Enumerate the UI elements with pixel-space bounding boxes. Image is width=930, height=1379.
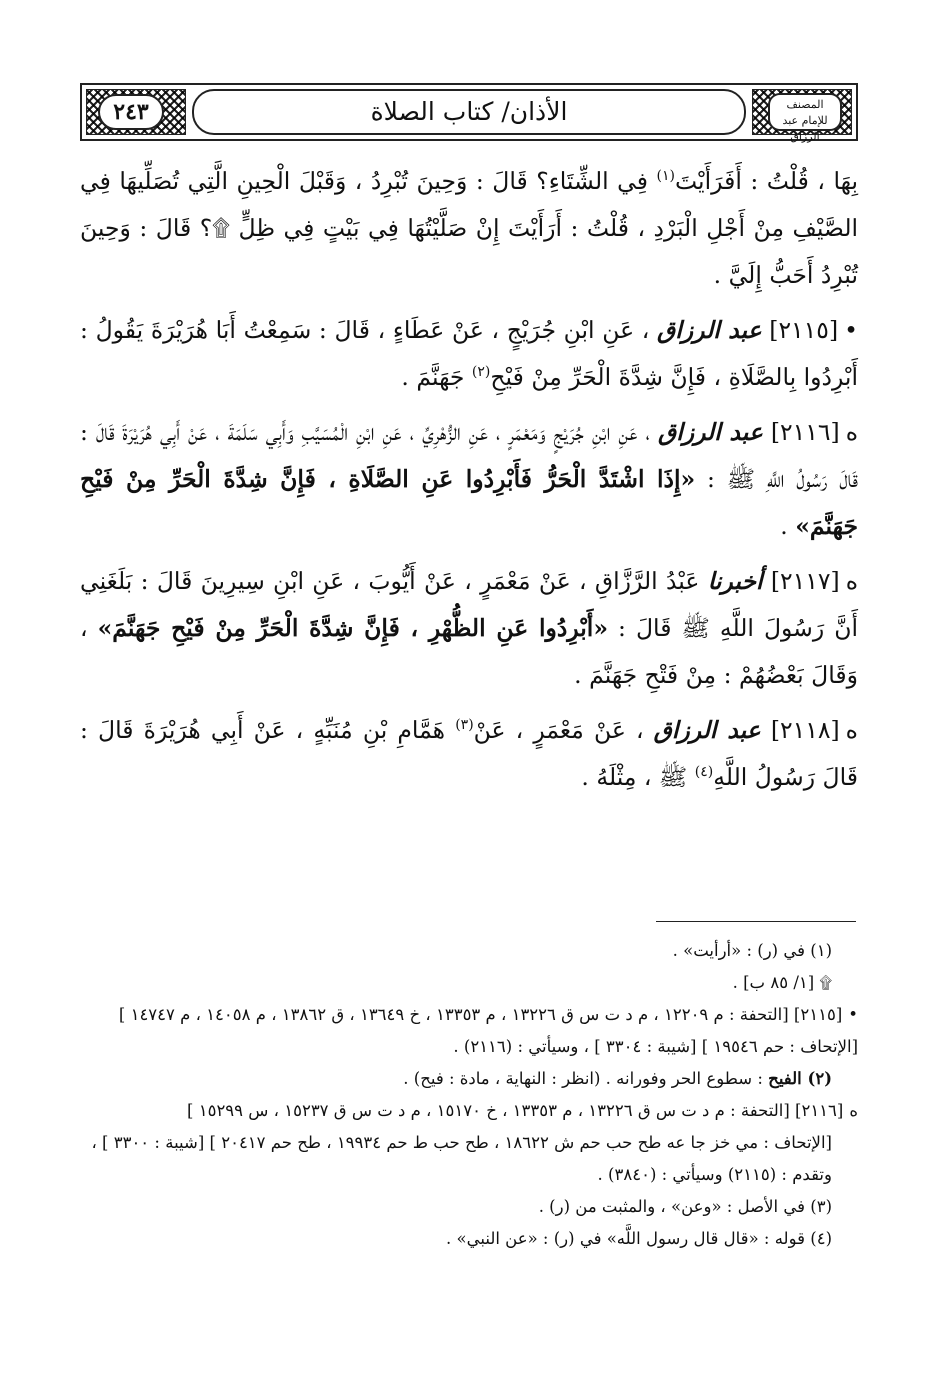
text-run: ؟ قَالَ : وَحِينَ تُبْرِدُ أَحَبُّ إِلَيَّ .: [80, 214, 858, 289]
hadith-number: [٢١١٨]: [770, 716, 840, 744]
narrator-abbrev: عبد الرزاق: [653, 716, 761, 744]
circle-marker: ه: [849, 1101, 858, 1120]
text-run: ﷺ ، مِثْلَهُ .: [581, 763, 695, 791]
footnote-3: (٣) في الأصل : «وعن» ، والمثبت من (ر) .: [538, 1197, 832, 1216]
text-run: .: [780, 512, 796, 540]
footnote-separator: [656, 921, 856, 922]
running-title-text: الأذان/ كتاب الصلاة: [370, 97, 568, 126]
prophetic-quote: «إِذَا اشْتَدَّ الْحَرُّ فَأَبْرِدُوا عَنِ الصَّلَاةِ ، فَإِنَّ شِدَّةَ الْحَرِّ مِنْ فَيْحِ جَهَنَّمَ»: [80, 465, 858, 540]
takhrij-text: [٢١١٦] [التحفة : م د ت س ق ١٣٢٢٦ ، م ١٣٣٥٣ ، خ ١٥١٧٠ ، م د ت س ق ١٥٢٣٧ ، س ١٥٢٩٩ ]: [187, 1101, 844, 1120]
text-run: جَهَنَّمَ .: [401, 363, 472, 391]
footnote-term: (٢) الفيح: [768, 1069, 832, 1088]
footnote-ref: (٤): [694, 764, 714, 781]
prophetic-quote: «أَبْرِدُوا عَنِ الظُّهْرِ ، فَإِنَّ شِدَّةَ الْحَرِّ مِنْ فَيْحِ جَهَنَّمَ»: [97, 614, 609, 642]
takhrij-text: [٢١١٥] [التحفة : م ١٢٢٠٩ ، م د ت س ق ١٣٢٢٦ ، م ١٣٣٥٣ ، خ ١٣٦٤٩ ، ق ١٣٨٦٢ ، م ١٤٠٥٨ ، م ١٤٧٤٧ ] [الإتحاف : حم ١٩٥٤٦ ] [شيبة : ٣٣٠٤ ] ، وسيأتي : (٢١١٦) .: [118, 1005, 858, 1056]
hadith-2116: [80, 409, 858, 550]
narrator-abbrev: أخبرنا: [707, 567, 763, 595]
text-run: بِهَا ، قُلْتُ : أَفَرَأَيْتَ: [674, 167, 858, 195]
footnote-2: [80, 1063, 858, 1095]
footnote-1: (١) في (ر) : «أرأيت» .: [672, 941, 832, 960]
hadith-2117: [80, 558, 858, 699]
footnotes: [80, 935, 858, 1255]
hadith-2118: [80, 707, 858, 801]
text-run: ، وَقَالَ بَعْضُهُمْ : مِنْ فَتْحِ جَهَنَّمَ .: [80, 614, 858, 689]
footnote-ref: (١): [656, 168, 675, 185]
text-run: فِي الشِّتَاءِ؟ قَالَ : وَحِينَ تُبْرِدُ ، وَقَبْلَ الْحِينِ الَّتِي تُصَلِّيهَا فِي الصَّيْفِ مِنْ أَجْلِ الْبَرْدِ ، قُلْتُ : أَرَأَيْتَ إِنْ صَلَّيْتُهَا فِي بَيْتٍ فِي ظِلٍّ: [80, 167, 859, 242]
page-number: [98, 94, 164, 130]
footnote-folio: ۩ [١/ ٨٥ ب] .: [732, 973, 832, 992]
publisher-logo: [768, 93, 842, 143]
circle-marker: ه: [845, 567, 858, 595]
main-text: [80, 158, 858, 809]
footnote-text: : سطوع الحر وفورانه . (انظر : النهاية ، مادة : فيح) .: [403, 1069, 769, 1088]
footnote-4: (٤) قوله : «قال قال رسول اللَّه» في (ر) : «عن النبي» .: [446, 1229, 832, 1248]
footnote-ref: (٢): [471, 364, 491, 381]
hadith-2115: [80, 307, 858, 401]
text-run: ، عَنِ ابْنِ جُرَيْجٍ ، عَنْ عَطَاءٍ ، قَالَ : سَمِعْتُ أَبَا هُرَيْرَةَ يَقُولُ : أَبْرِدُوا بِالصَّلَاةِ ، فَإِنَّ شِدَّةَ الْحَرِّ مِنْ فَيْحِ: [80, 316, 858, 391]
text-run: هَمَّامِ بْنِ مُنَبِّهٍ ، عَنْ أَبِي هُرَيْرَةَ قَالَ : قَالَ رَسُولُ اللَّهِ: [80, 716, 858, 791]
continuation-paragraph: [80, 158, 858, 299]
narrator-abbrev: عبد الرزاق: [657, 316, 762, 344]
circle-marker: ه: [845, 716, 858, 744]
text-run: ، عَنِ ابْنِ جُرَيْجٍ وَمَعْمَرٍ ، عَنِ الزُّهْرِيِّ ، عَنِ ابْنِ الْمُسَيَّبِ وَأَبِي سَلَمَةَ ، عَنْ أَبِي هُرَيْرَةَ قَالَ : قَالَ رَسُولُ اللَّهِ ﷺ :: [80, 418, 858, 493]
takhrij-2116: [80, 1095, 858, 1127]
running-title: [192, 89, 746, 135]
narrator-abbrev: عبد الرزاق: [657, 418, 763, 446]
takhrij-2115: [80, 999, 858, 1063]
takhrij-2116-cont: [الإتحاف : مي خز جا عه طح حب حم ش ١٨٦٢٢ ، طح حب ط حم ١٩٩٣٤ ، طح حم ٢٠٤١٧ ] [شيبة : ٣٣٠٠ ] ، وتقدم : (٢١١٥) وسيأتي : (٣٨٤٠) .: [91, 1133, 832, 1184]
hadith-number: [٢١١٦]: [770, 418, 840, 446]
footnote-ref: (٣): [455, 717, 474, 734]
folio-mark: ۩: [212, 214, 231, 242]
logo-line-1: المصنف: [786, 98, 824, 111]
page-number-text: ٢٤٣: [113, 99, 149, 125]
bullet-marker: •: [844, 316, 858, 344]
hadith-number: [٢١١٥]: [769, 316, 839, 344]
text-run: عَبْدُ الرَّزَّاقِ ، عَنْ مَعْمَرٍ ، عَنْ أَيُّوبَ ، عَنِ ابْنِ سِيرِينَ قَالَ : بَلَغَنِي أَنَّ رَسُولَ اللَّهِ ﷺ قَالَ :: [80, 567, 858, 642]
circle-marker: ه: [845, 418, 858, 446]
bullet-marker: •: [848, 1005, 858, 1024]
page-header: [80, 83, 858, 141]
text-run: ، عَنْ مَعْمَرٍ ، عَنْ: [473, 716, 654, 744]
logo-line-2: للإمام عبد الرزاق: [782, 114, 828, 143]
hadith-number: [٢١١٧]: [770, 567, 840, 595]
